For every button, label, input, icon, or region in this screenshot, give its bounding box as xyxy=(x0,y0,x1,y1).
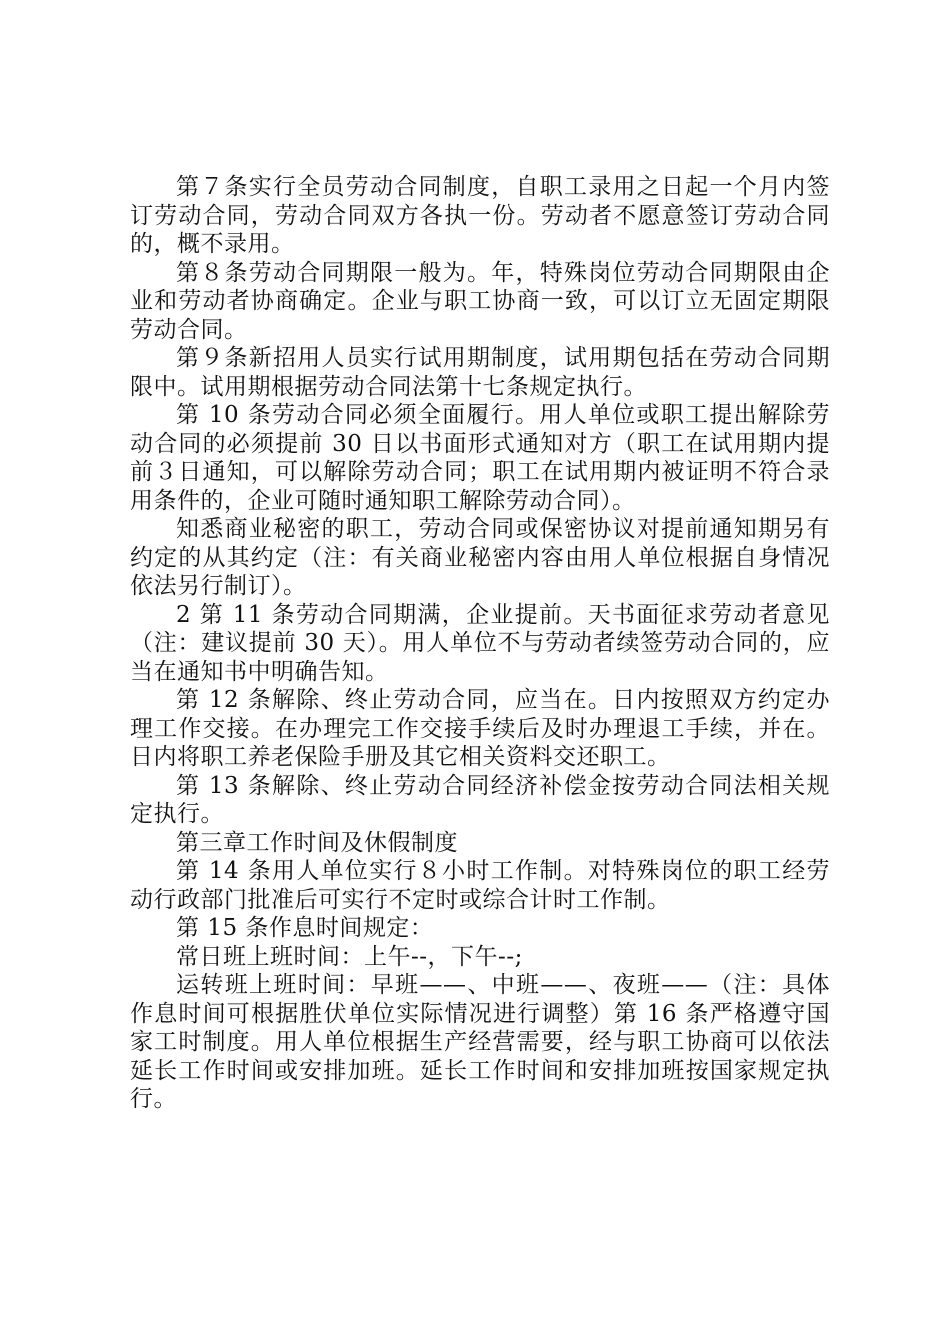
document-body xyxy=(130,173,830,1114)
paragraph-article-10: 第 10 条劳动合同必须全面履行。用人单位或职工提出解除劳动合同的必须提前 30 日以书面形式通知对方（职工在试用期内提前３日通知，可以解除劳动合同；职工在试用期内被证明不符合录用条件的，企业可随时通知职工解除劳动合同）。 xyxy=(130,402,830,514)
paragraph-trade-secret: 知悉商业秘密的职工，劳动合同或保密协议对提前通知期另有约定的从其约定（注：有关商业秘密内容由用人单位根据自身情况依法另行制订）。 xyxy=(130,516,830,599)
paragraph-article-13: 第 13 条解除、终止劳动合同经济补偿金按劳动合同法相关规定执行。 xyxy=(130,772,830,827)
paragraph-article-9: 第９条新招用人员实行试用期制度，试用期包括在劳动合同期限中。试用期根据劳动合同法第十七条规定执行。 xyxy=(130,345,830,400)
paragraph-article-12: 第 12 条解除、终止劳动合同，应当在。日内按照双方约定办理工作交接。在办理完工作交接手续后及时办理退工手续，并在。日内将职工养老保险手册及其它相关资料交还职工。 xyxy=(130,687,830,770)
paragraph-article-7: 第７条实行全员劳动合同制度，自职工录用之日起一个月内签订劳动合同，劳动合同双方各执一份。劳动者不愿意签订劳动合同的，概不录用。 xyxy=(130,174,830,257)
paragraph-article-8: 第８条劳动合同期限一般为。年，特殊岗位劳动合同期限由企业和劳动者协商确定。企业与职工协商一致，可以订立无固定期限劳动合同。 xyxy=(130,259,830,343)
chapter-heading: 第三章工作时间及休假制度 xyxy=(176,829,458,856)
paragraph-rotating-shift: 运转班上班时间：早班——、中班——、夜班——（注：具体作息时间可根据胜伏单位实际情况进行调整）第 16 条严格遵守国家工时制度。用人单位根据生产经营需要，经与职工协商可以依法延长工作时间或安排加班。延长工作时间和安排加班按国家规定执行。 xyxy=(130,972,830,1112)
paragraph-article-14: 第 14 条用人单位实行８小时工作制。对特殊岗位的职工经劳动行政部门批准后可实行不定时或综合计时工作制。 xyxy=(130,858,830,913)
paragraph-article-11: 2 第 11 条劳动合同期满，企业提前。天书面征求劳动者意见（注：建议提前 30 天）。用人单位不与劳动者续签劳动合同的，应当在通知书中明确告知。 xyxy=(130,601,830,685)
paragraph-article-15: 第 15 条作息时间规定： xyxy=(176,915,434,941)
paragraph-day-shift: 常日班上班时间：上午--，下午--; xyxy=(176,943,523,970)
